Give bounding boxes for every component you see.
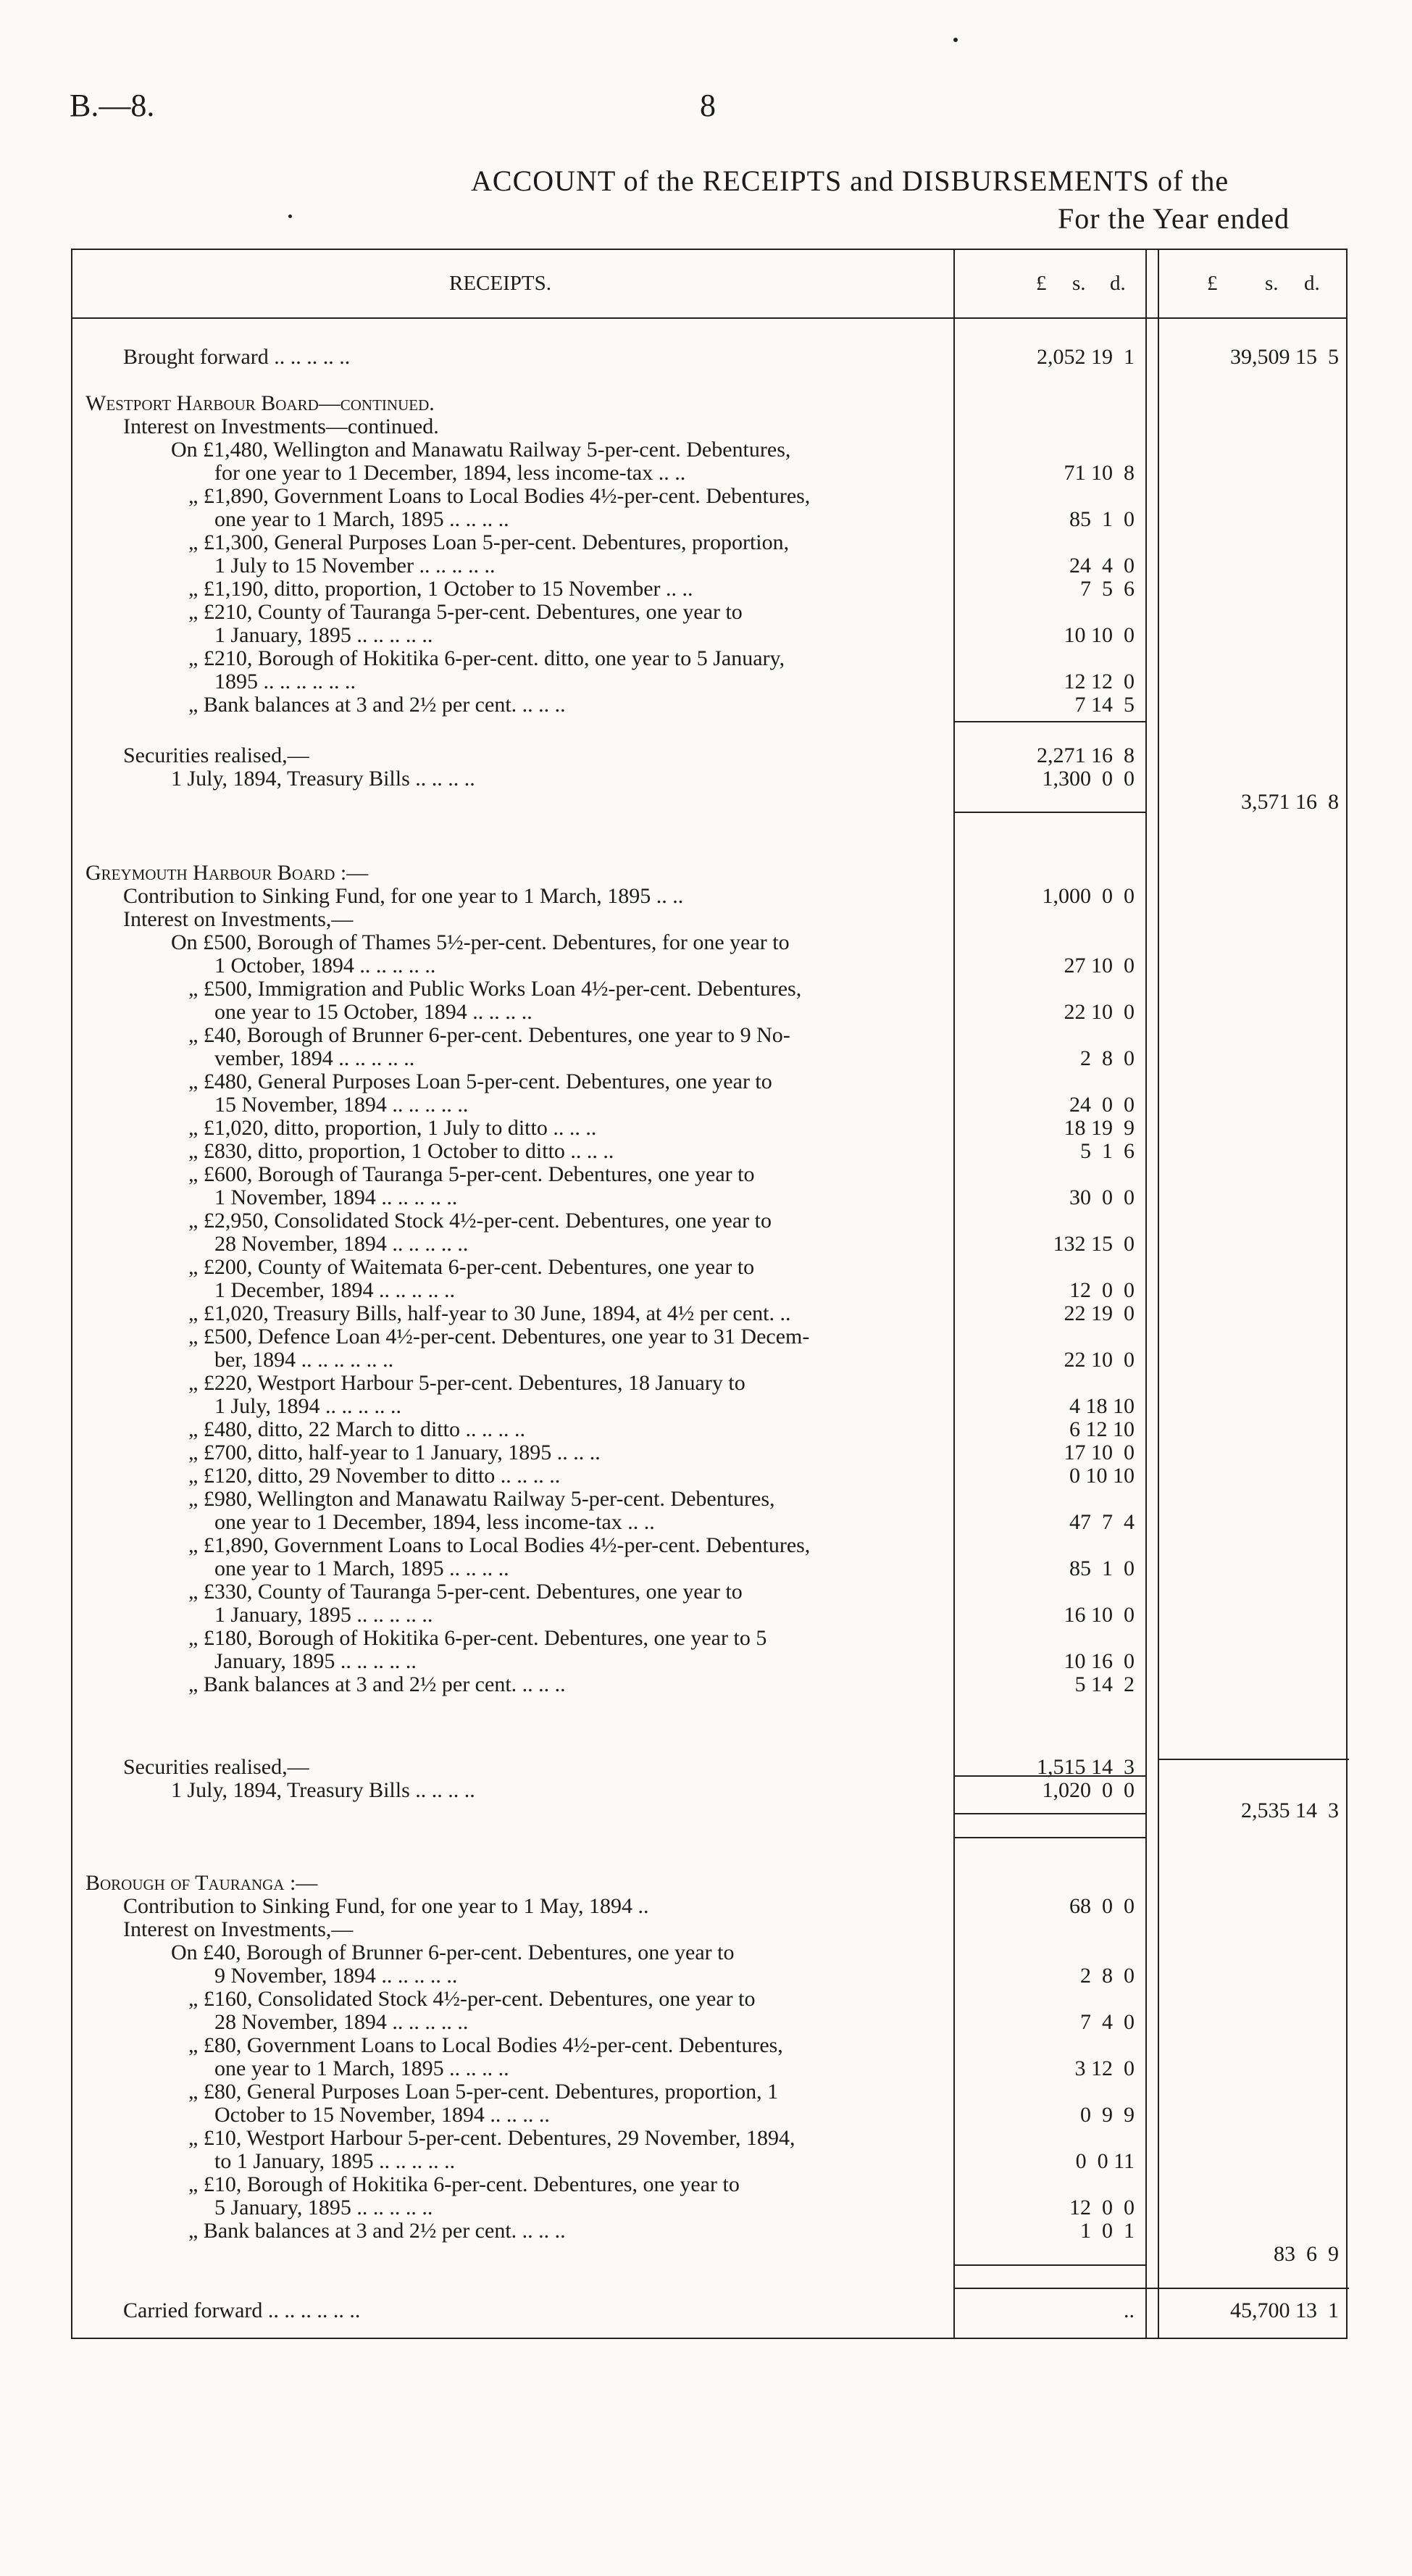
amount-detail: 7 14 5: [1074, 693, 1135, 717]
account-title: ACCOUNT of the RECEIPTS and DISBURSEMENTS of the: [471, 164, 1229, 197]
amount-detail: 1,300 0 0: [1042, 767, 1135, 791]
amount-total: 83 6 9: [1274, 2242, 1339, 2266]
receipt-line: „ £830, ditto, proportion, 1 October to ditto .. .. ..: [188, 1139, 614, 1163]
receipt-line: „ £500, Immigration and Public Works Loan 4½-per-cent. Debentures,: [188, 977, 802, 1001]
amount-detail: 24 4 0: [1069, 554, 1135, 578]
amount-detail: ..: [1124, 2298, 1135, 2322]
receipt-line: „ £330, County of Tauranga 5-per-cent. Debentures, one year to: [188, 1580, 743, 1604]
receipt-line: „ £10, Borough of Hokitika 6-per-cent. Debentures, one year to: [188, 2172, 740, 2196]
amount-detail: 30 0 0: [1069, 1185, 1135, 1209]
receipt-line: 1 October, 1894 .. .. .. .. ..: [214, 954, 436, 978]
receipt-line: „ £1,020, Treasury Bills, half-year to 30 June, 1894, at 4½ per cent. ..: [188, 1301, 791, 1325]
amount-detail: 7 4 0: [1080, 2010, 1135, 2034]
amount-detail: 132 15 0: [1053, 1232, 1135, 1256]
column-divider: [953, 250, 955, 2338]
amount-detail: 1 0 1: [1080, 2219, 1135, 2243]
amount-detail: 12 0 0: [1069, 1278, 1135, 1302]
subtotal-rule: [1158, 1759, 1349, 1760]
receipt-line: „ £80, Government Loans to Local Bodies 4½-per-cent. Debentures,: [188, 2033, 783, 2057]
receipt-line: 5 January, 1895 .. .. .. .. ..: [214, 2196, 433, 2219]
receipt-line: „ £700, ditto, half-year to 1 January, 1895 .. .. ..: [188, 1441, 601, 1464]
pence-header-2: d.: [1304, 272, 1320, 295]
receipt-line: one year to 1 December, 1894, less income-tax .. ..: [214, 1510, 655, 1534]
amount-detail: 18 19 9: [1064, 1116, 1135, 1140]
amount-detail: 71 10 8: [1064, 461, 1135, 485]
shillings-header: s.: [1072, 272, 1086, 295]
receipt-line: „ £1,190, ditto, proportion, 1 October to 15 November .. ..: [188, 577, 693, 601]
amount-detail: 5 14 2: [1074, 1672, 1135, 1696]
receipts-column-header: RECEIPTS.: [449, 272, 551, 295]
receipt-line: 1895 .. .. .. .. .. ..: [214, 670, 356, 693]
ink-speck: [288, 214, 292, 218]
receipt-line: Securities realised,—: [123, 743, 309, 767]
section-heading: Westport Harbour Board—continued.: [85, 391, 435, 415]
receipt-line: „ £600, Borough of Tauranga 5-per-cent. Debentures, one year to: [188, 1162, 755, 1186]
amount-detail: 85 1 0: [1069, 507, 1135, 531]
receipt-line: „ £10, Westport Harbour 5-per-cent. Debentures, 29 November, 1894,: [188, 2126, 795, 2150]
amount-detail: 2,271 16 8: [1037, 743, 1135, 767]
receipt-line: 1 January, 1895 .. .. .. .. ..: [214, 623, 433, 647]
receipt-line: 1 July, 1894, Treasury Bills .. .. .. ..: [171, 767, 475, 791]
amount-detail: 68 0 0: [1069, 1894, 1135, 1918]
amount-total: 3,571 16 8: [1241, 790, 1339, 814]
receipt-line: January, 1895 .. .. .. .. ..: [214, 1649, 417, 1673]
subtotal-rule: [953, 812, 1145, 813]
receipt-line: „ £1,890, Government Loans to Local Bodies 4½-per-cent. Debentures,: [188, 484, 811, 508]
receipt-line: 1 December, 1894 .. .. .. .. ..: [214, 1278, 456, 1302]
subtotal-rule: [953, 2264, 1145, 2266]
shillings-header-2: s.: [1265, 272, 1279, 295]
receipt-line: „ £480, General Purposes Loan 5-per-cent. Debentures, one year to: [188, 1070, 772, 1093]
amount-total: 39,509 15 5: [1230, 345, 1339, 369]
pence-header: d.: [1110, 272, 1126, 295]
receipt-line: Brought forward .. .. .. .. ..: [123, 345, 351, 369]
receipt-line: ber, 1894 .. .. .. .. .. ..: [214, 1348, 394, 1372]
receipt-line: 1 July, 1894, Treasury Bills .. .. .. ..: [171, 1778, 475, 1802]
column-divider: [1145, 250, 1147, 2338]
amount-detail: 10 10 0: [1064, 623, 1135, 647]
receipt-line: „ £2,950, Consolidated Stock 4½-per-cent. Debentures, one year to: [188, 1209, 772, 1233]
receipt-line: 1 July, 1894 .. .. .. .. ..: [214, 1394, 402, 1418]
receipt-line: one year to 15 October, 1894 .. .. .. ..: [214, 1000, 532, 1024]
amount-detail: 27 10 0: [1064, 954, 1135, 978]
subtotal-rule: [953, 1775, 1145, 1777]
receipt-line: „ £120, ditto, 29 November to ditto .. .. .. ..: [188, 1464, 561, 1488]
receipt-line: for one year to 1 December, 1894, less income-tax .. ..: [214, 461, 686, 485]
receipt-line: „ £80, General Purposes Loan 5-per-cent. Debentures, proportion, 1: [188, 2080, 779, 2104]
amount-detail: 0 9 9: [1080, 2103, 1135, 2127]
account-subtitle: For the Year ended: [1058, 202, 1290, 235]
receipt-line: On £40, Borough of Brunner 6-per-cent. Debentures, one year to: [171, 1941, 735, 1964]
receipt-line: 1 November, 1894 .. .. .. .. ..: [214, 1185, 458, 1209]
amount-detail: 2 8 0: [1080, 1046, 1135, 1070]
receipt-line: 1 January, 1895 .. .. .. .. ..: [214, 1603, 433, 1627]
amount-detail: 22 19 0: [1064, 1301, 1135, 1325]
receipt-line: On £1,480, Wellington and Manawatu Railway 5-per-cent. Debentures,: [171, 438, 791, 462]
section-heading: Greymouth Harbour Board :—: [85, 861, 369, 885]
amount-detail: 1,020 0 0: [1042, 1778, 1135, 1802]
receipt-line: 28 November, 1894 .. .. .. .. ..: [214, 2010, 469, 2034]
amount-detail: 0 10 10: [1069, 1464, 1135, 1488]
receipt-line: 1 July to 15 November .. .. .. .. ..: [214, 554, 496, 578]
receipt-line: „ £210, County of Tauranga 5-per-cent. Debentures, one year to: [188, 600, 743, 624]
amount-detail: 47 7 4: [1069, 1510, 1135, 1534]
amount-detail: 3 12 0: [1074, 2056, 1135, 2080]
pounds-header-2: £: [1207, 272, 1218, 295]
receipt-line: On £500, Borough of Thames 5½-per-cent. Debentures, for one year to: [171, 930, 790, 954]
receipt-line: to 1 January, 1895 .. .. .. .. ..: [214, 2149, 456, 2173]
receipt-line: 15 November, 1894 .. .. .. .. ..: [214, 1093, 469, 1117]
amount-detail: 5 1 6: [1080, 1139, 1135, 1163]
receipt-line: Securities realised,—: [123, 1755, 309, 1779]
subtotal-rule: [953, 721, 1145, 722]
subtotal-rule: [953, 1813, 1145, 1814]
amount-detail: 12 0 0: [1069, 2196, 1135, 2219]
amount-detail: 24 0 0: [1069, 1093, 1135, 1117]
pounds-header: £: [1036, 272, 1047, 295]
receipt-line: „ £500, Defence Loan 4½-per-cent. Debentures, one year to 31 Decem-: [188, 1325, 810, 1349]
receipt-line: Contribution to Sinking Fund, for one year to 1 March, 1895 .. ..: [123, 884, 684, 908]
amount-detail: 10 16 0: [1064, 1649, 1135, 1673]
receipt-line: „ £210, Borough of Hokitika 6-per-cent. ditto, one year to 5 January,: [188, 646, 785, 670]
amount-detail: 22 10 0: [1064, 1348, 1135, 1372]
receipt-line: 28 November, 1894 .. .. .. .. ..: [214, 1232, 469, 1256]
amount-detail: 22 10 0: [1064, 1000, 1135, 1024]
receipt-line: „ £160, Consolidated Stock 4½-per-cent. Debentures, one year to: [188, 1987, 756, 2011]
receipt-line: „ Bank balances at 3 and 2½ per cent. .. .. ..: [188, 2219, 566, 2243]
amount-detail: 17 10 0: [1064, 1441, 1135, 1464]
subtotal-rule: [953, 2288, 1349, 2289]
receipt-line: Interest on Investments,—: [123, 1917, 354, 1941]
column-divider: [1158, 250, 1159, 2338]
amount-detail: 85 1 0: [1069, 1556, 1135, 1580]
receipt-line: „ Bank balances at 3 and 2½ per cent. .. .. ..: [188, 693, 566, 717]
amount-detail: 12 12 0: [1064, 670, 1135, 693]
amount-detail: 1,000 0 0: [1042, 884, 1135, 908]
receipt-line: „ Bank balances at 3 and 2½ per cent. .. .. ..: [188, 1672, 566, 1696]
amount-detail: 4 18 10: [1069, 1394, 1135, 1418]
page-number: 8: [700, 88, 716, 123]
amount-total: 2,535 14 3: [1241, 1798, 1339, 1822]
amount-detail: 0 0 11: [1075, 2149, 1135, 2173]
amount-detail: 7 5 6: [1080, 577, 1135, 601]
receipt-line: „ £480, ditto, 22 March to ditto .. .. .. ..: [188, 1417, 525, 1441]
receipt-line: „ £1,020, ditto, proportion, 1 July to ditto .. .. ..: [188, 1116, 597, 1140]
receipt-line: Interest on Investments—continued.: [123, 414, 439, 438]
receipt-line: „ £180, Borough of Hokitika 6-per-cent. Debentures, one year to 5: [188, 1626, 767, 1650]
receipt-line: Interest on Investments,—: [123, 907, 354, 931]
ink-speck: [953, 38, 958, 42]
amount-detail: 6 12 10: [1069, 1417, 1135, 1441]
receipt-line: „ £1,890, Government Loans to Local Bodies 4½-per-cent. Debentures,: [188, 1533, 811, 1557]
receipt-line: one year to 1 March, 1895 .. .. .. ..: [214, 1556, 509, 1580]
header-rule: [72, 317, 1346, 319]
receipt-line: „ £200, County of Waitemata 6-per-cent. Debentures, one year to: [188, 1255, 755, 1279]
receipt-line: one year to 1 March, 1895 .. .. .. ..: [214, 507, 509, 531]
amount-detail: 16 10 0: [1064, 1603, 1135, 1627]
receipt-line: October to 15 November, 1894 .. .. .. ..: [214, 2103, 550, 2127]
amount-total: 45,700 13 1: [1230, 2298, 1339, 2322]
receipt-line: Contribution to Sinking Fund, for one year to 1 May, 1894 ..: [123, 1894, 649, 1918]
subtotal-rule: [953, 1837, 1145, 1838]
receipt-line: vember, 1894 .. .. .. .. ..: [214, 1046, 415, 1070]
section-heading: Borough of Tauranga :—: [85, 1871, 318, 1895]
receipt-line: Carried forward .. .. .. .. .. ..: [123, 2298, 361, 2322]
receipt-line: one year to 1 March, 1895 .. .. .. ..: [214, 2056, 509, 2080]
receipt-line: „ £220, Westport Harbour 5-per-cent. Debentures, 18 January to: [188, 1371, 745, 1395]
report-reference: B.—8.: [70, 88, 155, 123]
receipt-line: „ £980, Wellington and Manawatu Railway 5-per-cent. Debentures,: [188, 1487, 775, 1511]
amount-detail: 2,052 19 1: [1037, 345, 1135, 369]
receipt-line: 9 November, 1894 .. .. .. .. ..: [214, 1964, 458, 1988]
receipt-line: „ £40, Borough of Brunner 6-per-cent. Debentures, one year to 9 No-: [188, 1023, 790, 1047]
amount-detail: 2 8 0: [1080, 1964, 1135, 1988]
amount-detail: 1,515 14 3: [1037, 1755, 1135, 1779]
receipts-ledger: [71, 249, 1348, 2339]
receipt-line: „ £1,300, General Purposes Loan 5-per-cent. Debentures, proportion,: [188, 530, 790, 554]
